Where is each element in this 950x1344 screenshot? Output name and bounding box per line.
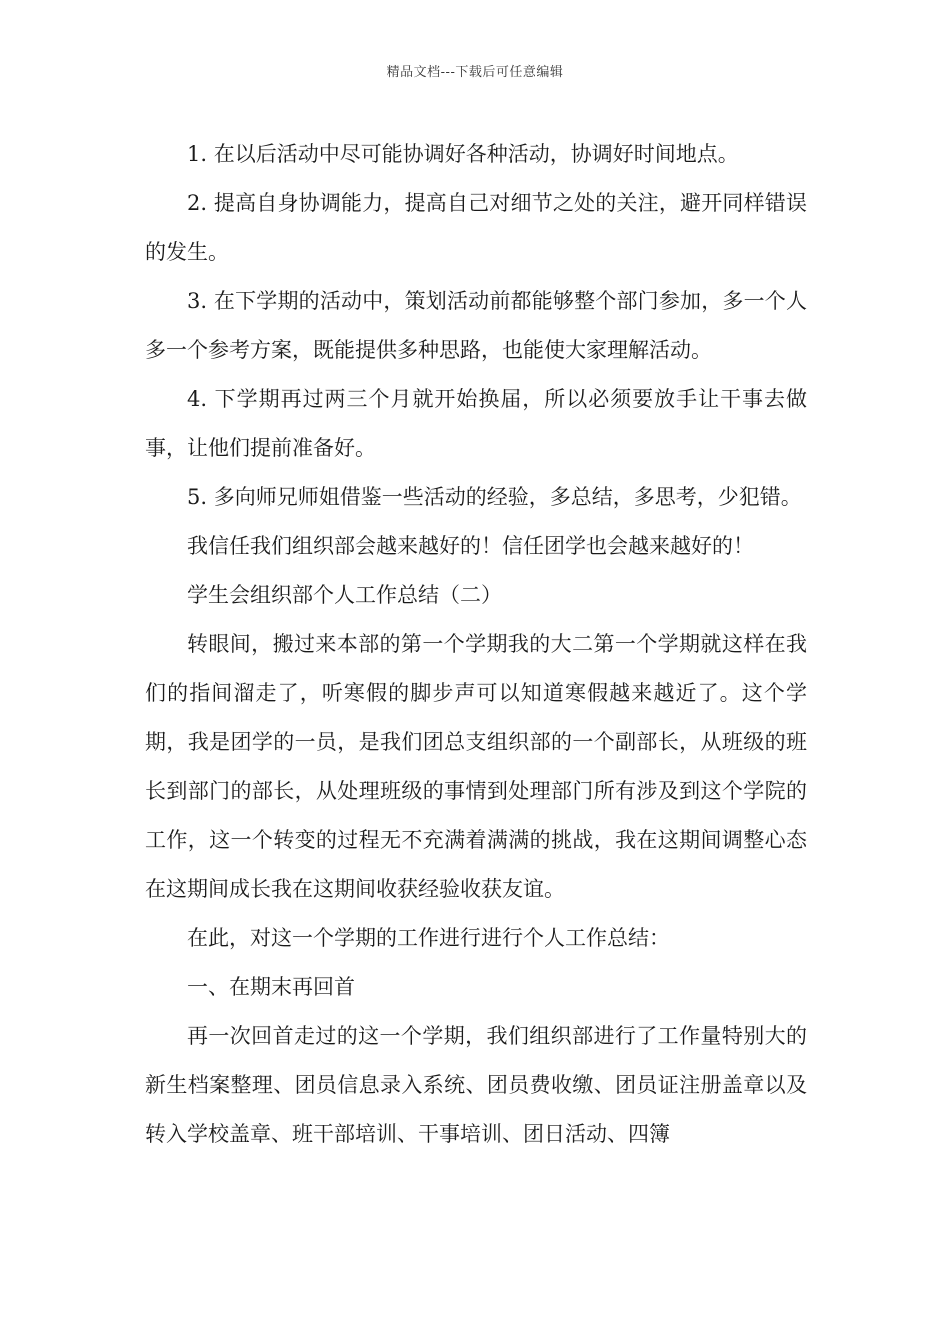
paragraph-1: 1. 在以后活动中尽可能协调好各种活动，协调好时间地点。 xyxy=(187,142,739,166)
page-header: 精品文档---下载后可任意编辑 xyxy=(386,65,564,80)
paragraph-8: 转眼间，搬过来本部的第一个学期我的大二第一个学期就这样在我们的指间溜走了，听寒假的脚步声可以知道寒假越来越近了。这个学期，我是团学的一员，是我们团总支组织部的一个副部长，从班级的班长到部门的部长，从处理班级的事情到处理部门所有涉及到这个学院的工作，这一个转变的过程无不充满着满满的挑战，我在这期间调整心态在这期间成长我在这期间收获经验收获友谊。 xyxy=(145,632,807,901)
subsection-heading: 一、在期末再回首 xyxy=(187,975,355,999)
document-body xyxy=(145,130,807,1159)
paragraph-9: 在此，对这一个学期的工作进行进行个人工作总结： xyxy=(187,926,670,950)
paragraph-2: 2. 提高自身协调能力，提高自己对细节之处的关注，避开同样错误的发生。 xyxy=(145,191,807,264)
paragraph-11: 再一次回首走过的这一个学期，我们组织部进行了工作量特别大的新生档案整理、团员信息录入系统、团员费收缴、团员证注册盖章以及转入学校盖章、班干部培训、干事培训、团日活动、四簿 xyxy=(145,1024,807,1146)
paragraph-3: 3. 在下学期的活动中，策划活动前都能够整个部门参加，多一个人多一个参考方案，既能提供多种思路，也能使大家理解活动。 xyxy=(145,289,807,362)
paragraph-6: 我信任我们组织部会越来越好的！信任团学也会越来越好的！ xyxy=(187,534,754,558)
paragraph-5: 5. 多向师兄师姐借鉴一些活动的经验，多总结，多思考，少犯错。 xyxy=(187,485,802,509)
paragraph-4: 4. 下学期再过两三个月就开始换届，所以必须要放手让干事去做事，让他们提前准备好。 xyxy=(145,387,807,460)
section-title: 学生会组织部个人工作总结（二） xyxy=(187,583,502,607)
